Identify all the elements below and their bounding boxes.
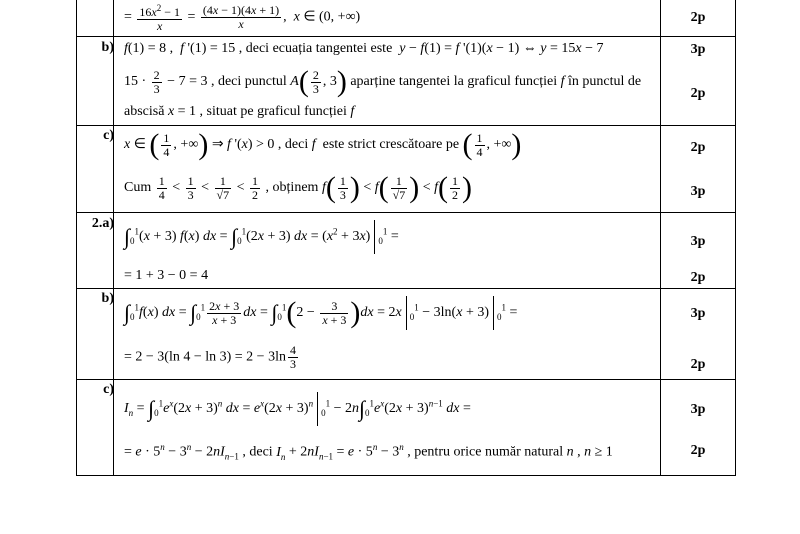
solution-line: $\int_0^1f(x)$ dx = $\int_0^1$ $\frac{2x + 3}{x + 3}$ dx = $\int_0^1(2$ − $\frac{3}{x + 3}$ )dx = 2x $_0^1$ − 3ln(x + 3) $_0^1$ = xyxy=(124,296,518,329)
solution-line: $\int_0^1(x + 3)$ f(x) dx = $\int_0^1(2x + 3)$ dx = $(x^2 + 3x) _0^1$ = xyxy=(124,220,399,254)
points-value: 3p xyxy=(690,402,706,417)
solution-line: $I_n = \int_0^1e^x(2x + 3)^n$ dx = $e^x(2x + 3)^n_0^1 - 2n\int_0^1e^x(2x + 3)^{n-1}$ dx = xyxy=(124,392,471,426)
column-divider xyxy=(76,0,77,476)
item-label: b) xyxy=(101,291,114,306)
row-divider xyxy=(76,379,736,380)
solution-line: 15 · $\frac{2}{3}$ − 7 = 3 , deci punctul A( $\frac{2}{3}$ , 3) aparține tangentei la graficul funcției f în punctul de xyxy=(124,65,642,98)
row-divider xyxy=(76,288,736,289)
row-divider xyxy=(76,475,736,476)
solution-line: = 1 + 3 − 0 = 4 xyxy=(124,268,209,283)
item-label: 2.a) xyxy=(91,216,114,231)
solution-line: f(1) = 8 , f '(1) = 15 , deci ecuația tangentei este y − f(1) = f '(1)(x − 1) ⇔ y = 15x − 7 xyxy=(124,41,604,56)
points-value: 2p xyxy=(690,86,706,101)
solution-line: x ∈ ( $\frac{1}{4}$ , +∞) ⇒ f '(x) > 0 , deci f este strict crescătoare pe ( $\frac{1}{4}$ , +∞) xyxy=(124,128,522,161)
points-value: 3p xyxy=(690,184,706,199)
points-value: 3p xyxy=(690,234,706,249)
solution-line: = $e \cdot 5^n - 3^n - 2nI_{n-1}$ , deci $I_n + 2nI_{n-1} = e \cdot 5^n - 3^n$ , pentru orice număr natural n , n ≥ 1 xyxy=(124,442,613,462)
row-divider xyxy=(76,212,736,213)
points-value: 3p xyxy=(690,42,706,57)
row-divider xyxy=(76,36,736,37)
grading-table xyxy=(76,0,736,476)
item-label: c) xyxy=(103,128,114,143)
points-value: 2p xyxy=(690,140,706,155)
solution-line: = 2 − 3(ln 4 − ln 3) = 2 − 3ln $\frac{4}{3}$ xyxy=(124,343,296,371)
item-label: b) xyxy=(101,40,114,55)
points-value: 2p xyxy=(690,443,706,458)
points-value: 3p xyxy=(690,306,706,321)
points-value: 2p xyxy=(690,10,706,25)
solution-line: = $\frac{16x^2 - 1}{x}$ = $\frac{(4x - 1)(4x + 1)}{x}$ , x ∈ (0, +∞) xyxy=(124,3,361,33)
row-divider xyxy=(76,125,736,126)
points-value: 2p xyxy=(690,357,706,372)
solution-line: abscisă x = 1 , situat pe graficul funcției f xyxy=(124,104,355,119)
column-divider xyxy=(113,0,114,476)
item-label: c) xyxy=(103,382,114,397)
points-value: 2p xyxy=(690,270,706,285)
solution-line: Cum $\frac{1}{4}$ < $\frac{1}{3}$ < $\frac{1}{√7}$ < $\frac{1}{2}$ , obținem f( $\frac{1}{3}$ ) < f( $\frac{1}{√7}$ ) < f( $\frac{1}{2}$ ) xyxy=(124,171,473,204)
